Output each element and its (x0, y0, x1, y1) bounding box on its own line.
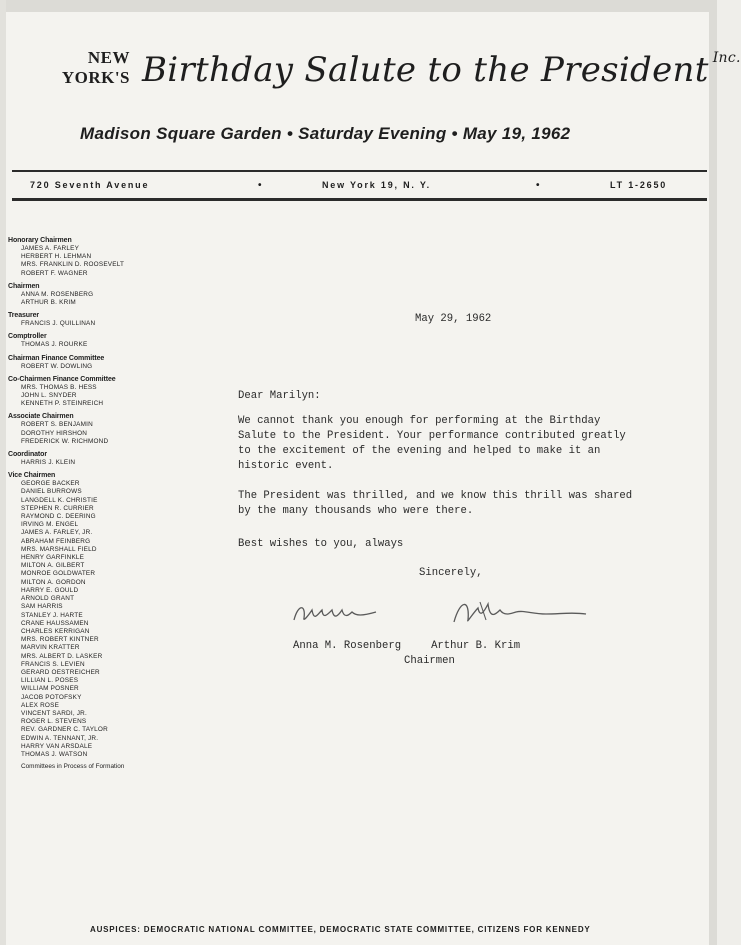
signer-krim: Arthur B. Krim (431, 640, 521, 652)
committee-member: ROGER L. STEVENS (21, 718, 87, 726)
event-line: Madison Square Garden • Saturday Evening • May 19, 1962 (80, 124, 571, 143)
committee-group-title: Chairmen (8, 282, 40, 290)
committee-member: MILTON A. GILBERT (21, 562, 85, 570)
committee-group (8, 412, 168, 446)
committee-member: LANGDELL K. CHRISTIE (21, 496, 98, 504)
salutation: Dear Marilyn: (238, 390, 321, 402)
committee-member: HARRY E. GOULD (21, 586, 79, 594)
committee-member: KENNETH P. STEINREICH (21, 400, 104, 408)
paragraph-2: The President was thrilled, and we know this thrill was shared by the many thousands who were there. (238, 490, 633, 517)
signer-rosenberg: Anna M. Rosenberg (293, 640, 402, 652)
new-yorks-label (60, 48, 130, 88)
header-rule-top (12, 170, 707, 172)
committee-member: STEPHEN R. CURRIER (21, 504, 94, 512)
committee-list (8, 236, 168, 771)
committee-member: ROBERT F. WAGNER (21, 269, 88, 277)
header-rule-bottom (12, 198, 707, 201)
committee-member: CRANE HAUSSAMEN (21, 619, 89, 627)
committee-group-title: Co-Chairmen Finance Committee (8, 375, 116, 383)
committee-group (8, 354, 168, 371)
committee-member: EDWIN A. TENNANT, JR. (21, 734, 99, 742)
signature-arthur (450, 594, 590, 630)
committee-member: RAYMOND C. DEERING (21, 513, 96, 521)
committee-member: CHARLES KERRIGAN (21, 627, 90, 635)
committee-group (8, 236, 168, 278)
committee-member: MRS. MARSHALL FIELD (21, 545, 97, 553)
committee-member: MRS. FRANKLIN D. ROOSEVELT (21, 261, 125, 269)
committee-member: GEORGE BACKER (21, 480, 80, 488)
committee-member: REV. GARDNER C. TAYLOR (21, 726, 108, 734)
address-separator-2: • (536, 180, 542, 191)
committee-member: FRANCIS S. LEVIEN (21, 660, 85, 668)
committee-member: ANNA M. ROSENBERG (21, 290, 94, 298)
letterhead-title (142, 50, 741, 90)
yorks-word: YORK'S (61, 68, 130, 87)
street-address: 720 Seventh Avenue (30, 180, 150, 190)
signature-names (293, 640, 550, 652)
committee-member: HARRIS J. KLEIN (21, 459, 76, 467)
committee-member: MRS. ALBERT D. LASKER (21, 652, 103, 660)
committee-group (8, 375, 168, 409)
committee-group-title: Comptroller (8, 333, 47, 341)
committee-group-title: Vice Chairmen (8, 472, 56, 480)
committee-member: ALEX ROSE (21, 701, 60, 709)
committee-group-title: Treasurer (8, 312, 40, 320)
frame-top-edge (0, 0, 717, 12)
committee-member: ROBERT W. DOWLING (21, 362, 93, 370)
committee-member: GERARD OESTREICHER (21, 668, 100, 676)
committee-member: STANLEY J. HARTE (21, 611, 83, 619)
committee-group-title: Coordinator (8, 451, 47, 459)
committee-group-title: Honorary Chairmen (8, 237, 72, 244)
auspices-footer: AUSPICES: DEMOCRATIC NATIONAL COMMITTEE, DEMOCRATIC STATE COMMITTEE, CITIZENS FOR KENNEDY (90, 925, 591, 934)
address-row (30, 180, 700, 194)
committee-member: MONROE GOLDWATER (21, 570, 96, 578)
committee-member: JOHN L. SNYDER (21, 392, 77, 400)
committee-member: ARNOLD GRANT (21, 595, 75, 603)
committee-member: DOROTHY HIRSHON (21, 429, 88, 437)
committee-group-title: Chairman Finance Committee (8, 354, 105, 362)
committee-member: WILLIAM POSNER (21, 685, 79, 693)
committee-member: THOMAS J. ROURKE (21, 341, 88, 349)
committee-member: ABRAHAM FEINBERG (21, 537, 91, 545)
committee-note: Committees in Process of Formation (21, 763, 125, 771)
committee-member: HERBERT H. LEHMAN (21, 253, 92, 261)
signature-anna (290, 594, 390, 630)
closing: Sincerely, (419, 567, 483, 579)
committee-group (8, 450, 168, 467)
committee-group (8, 311, 168, 328)
paragraph-3: Best wishes to you, always (238, 538, 404, 550)
committee-group-title: Associate Chairmen (8, 413, 74, 421)
signature-title: Chairmen (404, 655, 455, 667)
committee-member: LILLIAN L. POSES (21, 677, 79, 685)
frame-right-edge (709, 0, 717, 945)
committee-member: FREDERICK W. RICHMOND (21, 437, 109, 445)
inc-label: Inc. (712, 50, 741, 66)
committee-member: THOMAS J. WATSON (21, 750, 88, 758)
committee-member: SAM HARRIS (21, 603, 63, 611)
committee-group (8, 282, 168, 307)
committee-member: ARTHUR B. KRIM (21, 299, 76, 307)
committee-member: HARRY VAN ARSDALE (21, 742, 93, 750)
committee-member: VINCENT SARDI, JR. (21, 709, 87, 717)
city-address: New York 19, N. Y. (322, 180, 431, 190)
committee-member: MARVIN KRATTER (21, 644, 80, 652)
committee-member: MILTON A. GORDON (21, 578, 86, 586)
committee-group (8, 471, 168, 759)
committee-member: JACOB POTOFSKY (21, 693, 82, 701)
letter-date: May 29, 1962 (415, 313, 492, 325)
address-separator-1: • (258, 180, 264, 191)
letterhead-title-text: Birthday Salute to the President (142, 50, 709, 90)
committee-member: JAMES A. FARLEY (21, 245, 80, 252)
frame-left-edge (0, 0, 6, 945)
committee-member: DANIEL BURROWS (21, 488, 82, 496)
committee-member: MRS. ROBERT KINTNER (21, 636, 99, 644)
paragraph-1: We cannot thank you enough for performing at the Birthday Salute to the President. Your performance contributed greatly to the excitement of the evening and helped to make it an historic event. (238, 415, 626, 472)
committee-member: HENRY GARFINKLE (21, 554, 85, 562)
committee-member: ROBERT S. BENJAMIN (21, 421, 93, 429)
committee-group (8, 332, 168, 349)
committee-member: MRS. THOMAS B. HESS (21, 383, 97, 391)
committee-member: JAMES A. FARLEY, JR. (21, 529, 93, 537)
phone-number: LT 1-2650 (610, 180, 668, 190)
committee-member: FRANCIS J. QUILLINAN (21, 320, 96, 328)
committee-member: IRVING M. ENGEL (21, 521, 79, 529)
new-word: NEW (87, 48, 130, 67)
